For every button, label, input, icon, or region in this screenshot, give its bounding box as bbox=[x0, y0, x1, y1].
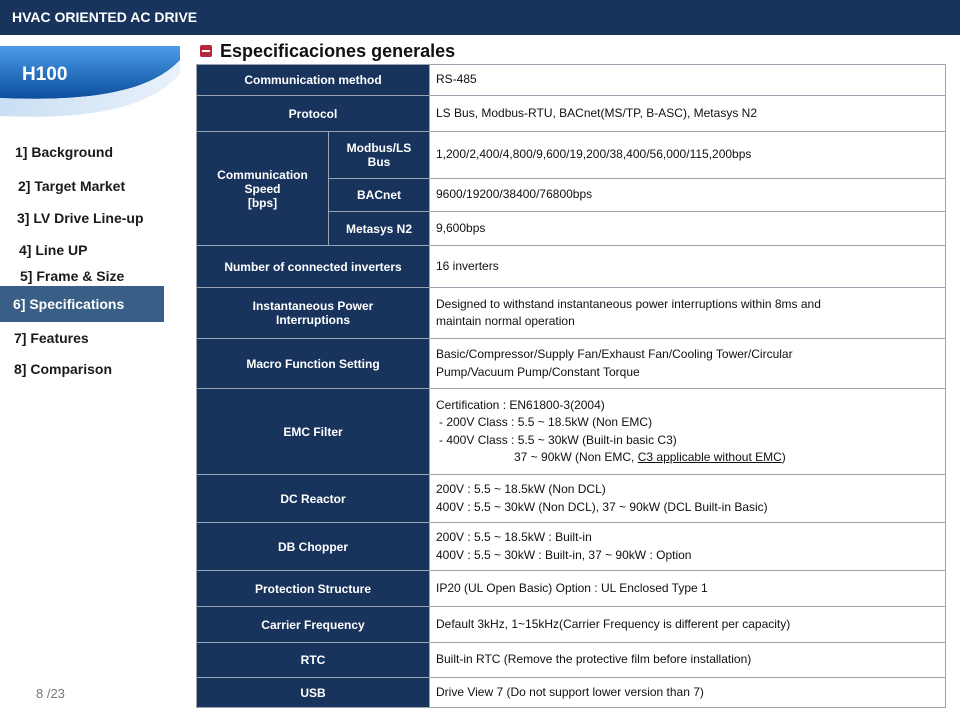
nav-frame-size[interactable]: 5] Frame & Size bbox=[20, 268, 125, 284]
value-line: - 200V Class : 5.5 ~ 18.5kW (Non EMC) bbox=[439, 415, 653, 430]
row-value bbox=[430, 475, 946, 523]
value-line: Certification : EN61800-3(2004) bbox=[436, 397, 605, 412]
row-value: 9,600bps bbox=[430, 212, 946, 246]
table-row bbox=[197, 643, 946, 678]
label-line: Modbus/LS bbox=[346, 141, 412, 155]
row-label: Macro Function Setting bbox=[197, 339, 430, 389]
label-line: Communication bbox=[217, 167, 308, 182]
label-line: Interruptions bbox=[276, 313, 350, 327]
value-line: 400V : 5.5 ~ 30kW : Built-in, 37 ~ 90kW : Option bbox=[436, 547, 692, 562]
row-value: IP20 (UL Open Basic) Option : UL Enclosed Type 1 bbox=[430, 571, 946, 607]
row-value: Default 3kHz, 1~15kHz(Carrier Frequency is different per capacity) bbox=[430, 607, 946, 643]
row-value: Built-in RTC (Remove the protective film before installation) bbox=[430, 643, 946, 678]
product-logo bbox=[0, 40, 180, 125]
bullet-icon bbox=[200, 45, 212, 57]
row-value: 9600/19200/38400/76800bps bbox=[430, 179, 946, 212]
sub-label: Metasys N2 bbox=[329, 212, 430, 246]
row-label: DB Chopper bbox=[197, 523, 430, 571]
value-text: ) bbox=[781, 449, 786, 464]
row-value bbox=[430, 339, 946, 389]
table-row bbox=[197, 678, 946, 708]
product-name: H100 bbox=[22, 64, 68, 85]
row-label: Carrier Frequency bbox=[197, 607, 430, 643]
row-value: RS-485 bbox=[430, 65, 946, 96]
row-label: Number of connected inverters bbox=[197, 246, 430, 288]
row-label: RTC bbox=[197, 643, 430, 678]
label-line: Instantaneous Power bbox=[252, 299, 374, 313]
row-value: LS Bus, Modbus-RTU, BACnet(MS/TP, B-ASC), Metasys N2 bbox=[430, 96, 946, 132]
underlined-note: C3 applicable without EMC bbox=[637, 449, 782, 464]
value-line: 400V : 5.5 ~ 30kW (Non DCL), 37 ~ 90kW (DCL Built-in Basic) bbox=[436, 499, 768, 514]
nav-background[interactable]: 1] Background bbox=[15, 144, 114, 160]
nav-line-up[interactable]: 4] Line UP bbox=[19, 242, 88, 258]
row-label: USB bbox=[197, 678, 430, 708]
table-row bbox=[197, 523, 946, 571]
nav-specifications[interactable]: 6] Specifications bbox=[0, 286, 164, 322]
row-label: Protection Structure bbox=[197, 571, 430, 607]
table-row bbox=[197, 475, 946, 523]
page-number: 8 /23 bbox=[36, 686, 65, 701]
row-value bbox=[430, 288, 946, 339]
value-line: Designed to withstand instantaneous power interruptions within 8ms and bbox=[436, 296, 821, 311]
table-row bbox=[197, 132, 946, 179]
row-value bbox=[430, 389, 946, 475]
spec-table bbox=[196, 64, 946, 708]
sub-label: BACnet bbox=[329, 179, 430, 212]
nav-comparison[interactable]: 8] Comparison bbox=[14, 361, 113, 377]
top-bar bbox=[0, 0, 960, 35]
table-row bbox=[197, 96, 946, 132]
table-row bbox=[197, 571, 946, 607]
row-label bbox=[197, 288, 430, 339]
row-value bbox=[430, 523, 946, 571]
value-line: 200V : 5.5 ~ 18.5kW (Non DCL) bbox=[436, 482, 606, 497]
row-label: Communication method bbox=[197, 65, 430, 96]
label-line: Bus bbox=[367, 155, 391, 169]
value-line: - 400V Class : 5.5 ~ 30kW (Built-in basic C3) bbox=[439, 432, 677, 447]
label-line: Speed bbox=[244, 181, 281, 196]
sub-label bbox=[329, 132, 430, 179]
nav-features[interactable]: 7] Features bbox=[14, 330, 89, 346]
table-row bbox=[197, 288, 946, 339]
nav-lv-drive-lineup[interactable]: 3] LV Drive Line-up bbox=[17, 210, 144, 226]
table-row bbox=[197, 389, 946, 475]
nav-target-market[interactable]: 2] Target Market bbox=[18, 178, 126, 194]
doc-title: HVAC ORIENTED AC DRIVE bbox=[12, 9, 198, 25]
value-line: maintain normal operation bbox=[436, 314, 575, 328]
table-row bbox=[197, 339, 946, 389]
value-text: 37 ~ 90kW (Non EMC, bbox=[514, 449, 638, 464]
value-line bbox=[436, 449, 939, 466]
value-line: Pump/Vacuum Pump/Constant Torque bbox=[436, 364, 640, 379]
row-value: 16 inverters bbox=[430, 246, 946, 288]
row-label: DC Reactor bbox=[197, 475, 430, 523]
label-line: [bps] bbox=[247, 195, 278, 210]
row-value: 1,200/2,400/4,800/9,600/19,200/38,400/56,000/115,200bps bbox=[430, 132, 946, 179]
row-label bbox=[197, 132, 329, 246]
table-row bbox=[197, 607, 946, 643]
value-line: Basic/Compressor/Supply Fan/Exhaust Fan/Cooling Tower/Circular bbox=[436, 347, 793, 362]
row-label: Protocol bbox=[197, 96, 430, 132]
row-label: EMC Filter bbox=[197, 389, 430, 475]
table-row bbox=[197, 246, 946, 288]
section-title: Especificaciones generales bbox=[220, 41, 456, 61]
table-row bbox=[197, 65, 946, 96]
row-value: Drive View 7 (Do not support lower version than 7) bbox=[430, 678, 946, 708]
value-line: 200V : 5.5 ~ 18.5kW : Built-in bbox=[436, 530, 592, 545]
